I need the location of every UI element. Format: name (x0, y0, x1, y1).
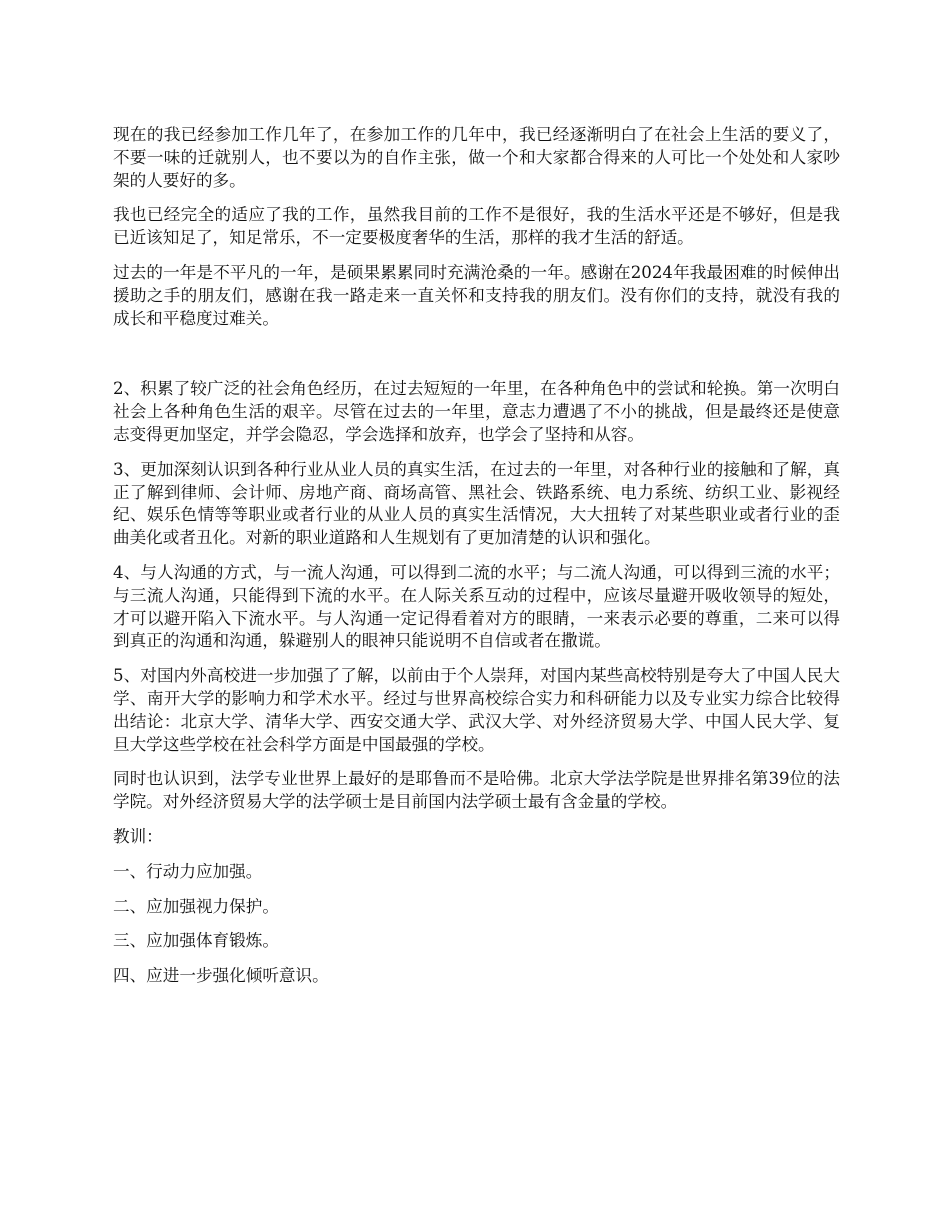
paragraph-past-year-thanks: 过去的一年是不平凡的一年，是硕果累累同时充满沧桑的一年。感谢在2024年我最困难的时候伸出援助之手的朋友们，感谢在我一路走来一直关怀和支持我的朋友们。没有你们的支持，就没有我的成长和平稳度过难关。 (113, 262, 840, 328)
paragraph-lessons-heading: 教训： (113, 826, 163, 846)
lesson-item-3: 三、应加强体育锻炼。 (113, 931, 279, 951)
paragraph-law-school: 同时也认识到，法学专业世界上最好的是耶鲁而不是哈佛。北京大学法学院是世界排名第39位的法学院。对外经济贸易大学的法学硕士是目前国内法学硕士最有含金量的学校。 (113, 769, 840, 812)
paragraph-adapted-to-work: 我也已经完全的适应了我的工作，虽然我目前的工作不是很好，我的生活水平还是不够好，但是我已近该知足了，知足常乐，不一定要极度奢华的生活，那样的我才生活的舒适。 (113, 205, 840, 248)
paragraph-point-3: 3、更加深刻认识到各种行业从业人员的真实生活，在过去的一年里，对各种行业的接触和了解，真正了解到律师、会计师、房地产商、商场高管、黑社会、铁路系统、电力系统、纺织工业、影视经纪、娱乐色情等等职业或者行业的从业人员的真实生活情况，大大扭转了对某些职业或者行业的歪曲美化或者丑化。对新的职业道路和人生规划有了更加清楚的认识和强化。 (113, 459, 840, 548)
lesson-item-1: 一、行动力应加强。 (113, 861, 263, 881)
paragraph-point-5: 5、对国内外高校进一步加强了了解，以前由于个人崇拜，对国内某些高校特别是夸大了中国人民大学、南开大学的影响力和学术水平。经过与世界高校综合实力和科研能力以及专业实力综合比较得出结论：北京大学、清华大学、西安交通大学、武汉大学、对外经济贸易大学、中国人民大学、复旦大学这些学校在社会科学方面是中国最强的学校。 (113, 666, 840, 754)
paragraph-point-2: 2、积累了较广泛的社会角色经历，在过去短短的一年里，在各种角色中的尝试和轮换。第一次明白社会上各种角色生活的艰辛。尽管在过去的一年里，意志力遭遇了不小的挑战，但是最终还是使意志变得更加坚定，并学会隐忍，学会选择和放弃，也学会了坚持和从容。 (113, 379, 840, 444)
paragraph-point-4: 4、与人沟通的方式，与一流人沟通，可以得到二流的水平；与二流人沟通，可以得到三流的水平；与三流人沟通，只能得到下流的水平。在人际关系互动的过程中，应该尽量避开吸收领导的短处，才可以避开陷入下流水平。与人沟通一定记得看着对方的眼睛，一来表示必要的尊重，二来可以得到真正的沟通和沟通，躲避别人的眼神只能说明不自信或者在撒谎。 (113, 562, 840, 651)
lesson-item-2: 二、应加强视力保护。 (113, 896, 279, 916)
lesson-item-4: 四、应进一步强化倾听意识。 (113, 966, 329, 986)
section-gap (113, 342, 840, 378)
document-page (113, 124, 840, 1000)
paragraph-work-years: 现在的我已经参加工作几年了，在参加工作的几年中，我已经逐渐明白了在社会上生活的要义了，不要一味的迁就别人，也不要以为的自作主张，做一个和大家都合得来的人可比一个处处和人家吵架的人要好的多。 (113, 125, 840, 190)
